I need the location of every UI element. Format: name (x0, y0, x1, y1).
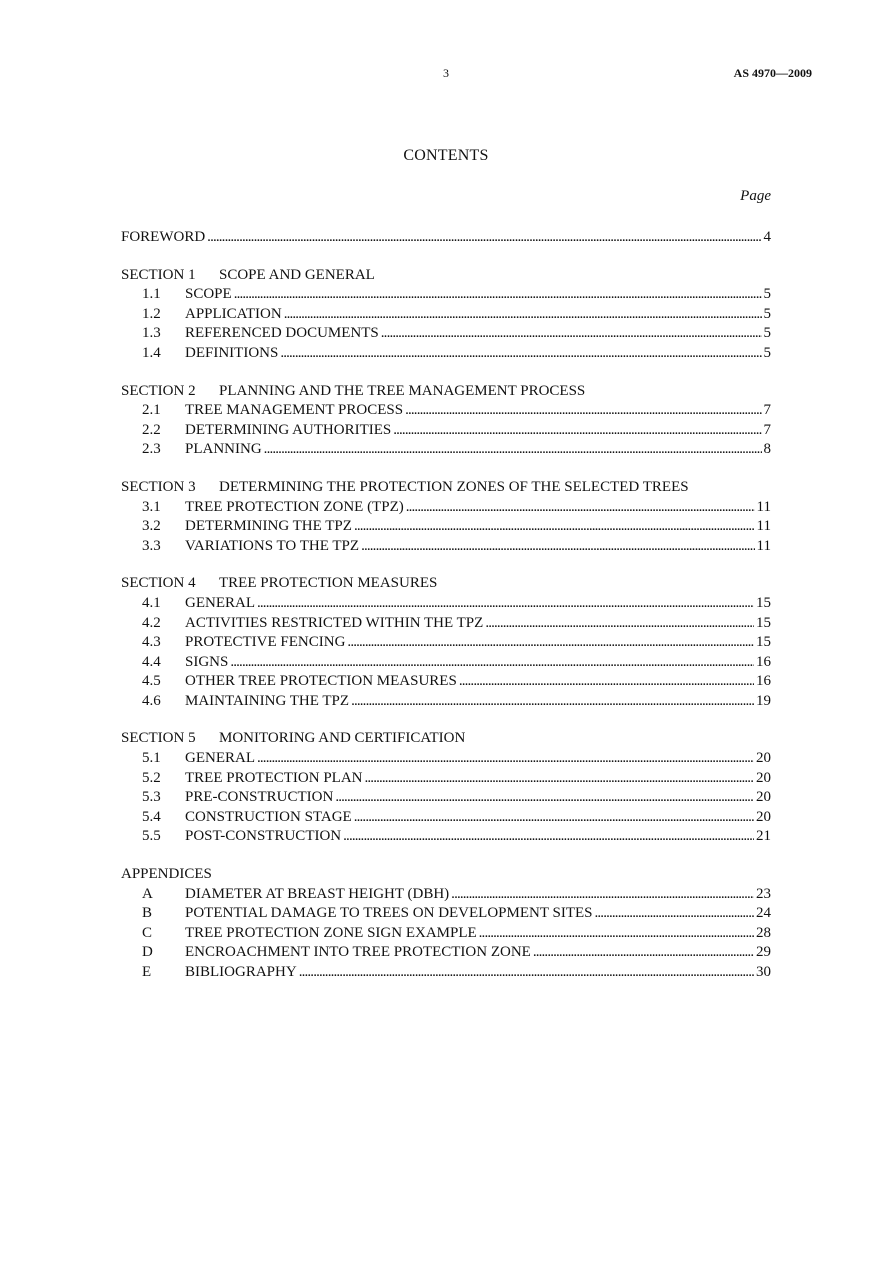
toc-entry-title: CONSTRUCTION STAGE (185, 808, 352, 825)
toc-entry[interactable] (121, 440, 771, 460)
appendix-letter: D (142, 944, 153, 961)
toc-entry[interactable] (121, 305, 771, 325)
toc-entry-title: GENERAL (185, 594, 255, 611)
toc-entry[interactable] (121, 594, 771, 614)
dot-leader (343, 827, 754, 847)
dot-leader (284, 305, 762, 325)
table-of-contents (121, 228, 771, 1001)
section-1-group (121, 266, 771, 364)
clause-number: 3.3 (142, 537, 161, 554)
clause-number: 5.1 (142, 750, 161, 767)
clause-number: 2.1 (142, 402, 161, 419)
clause-number: 5.4 (142, 808, 161, 825)
clause-number: 3.2 (142, 518, 161, 535)
section-heading[interactable] (121, 478, 771, 498)
section-2-group (121, 382, 771, 460)
clause-number: 5.3 (142, 789, 161, 806)
toc-entry-page: 5 (763, 344, 771, 361)
section-title: MONITORING AND CERTIFICATION (219, 730, 466, 747)
dot-leader (207, 228, 761, 248)
toc-entry[interactable] (121, 498, 771, 518)
toc-entry[interactable] (121, 963, 771, 983)
toc-entry-page: 5 (763, 286, 771, 303)
section-3-group (121, 478, 771, 556)
section-number: SECTION 2 (121, 382, 196, 399)
toc-entry-title: PLANNING (185, 441, 262, 458)
toc-entry-title: ENCROACHMENT INTO TREE PROTECTION ZONE (185, 944, 531, 961)
clause-number: 5.2 (142, 769, 161, 786)
toc-entry-page: 24 (756, 905, 771, 922)
toc-entry-page: 30 (756, 964, 771, 980)
toc-entry-foreword[interactable] (121, 228, 771, 248)
toc-entry-title: SIGNS (185, 653, 229, 670)
clause-number: 1.4 (142, 344, 161, 361)
toc-entry-page: 15 (756, 634, 771, 651)
appendix-letter: B (142, 905, 153, 922)
toc-entry-page: 8 (763, 441, 771, 458)
dot-leader (257, 594, 754, 614)
toc-entry[interactable] (121, 924, 771, 944)
toc-entry-page: 7 (763, 402, 771, 419)
section-number: SECTION 4 (121, 575, 196, 592)
dot-leader (335, 788, 754, 808)
toc-entry-page: 21 (756, 828, 771, 845)
clause-number: 1.3 (142, 325, 161, 342)
toc-entry[interactable] (121, 827, 771, 847)
toc-entry-title: OTHER TREE PROTECTION MEASURES (185, 673, 457, 690)
toc-entry-page: 16 (756, 653, 771, 670)
toc-entry-title: POTENTIAL DAMAGE TO TREES ON DEVELOPMENT SITES (185, 905, 593, 922)
toc-entry-page: 15 (756, 614, 771, 631)
section-5-group (121, 729, 771, 847)
toc-entry-page: 16 (756, 673, 771, 690)
toc-entry-title: DEFINITIONS (185, 344, 279, 361)
toc-entry-page: 28 (756, 924, 771, 941)
foreword-group (121, 228, 771, 248)
toc-entry[interactable] (121, 324, 771, 344)
toc-entry[interactable] (121, 653, 771, 673)
appendices-group (121, 865, 771, 983)
toc-entry-page: 29 (756, 944, 771, 961)
toc-entry[interactable] (121, 904, 771, 924)
section-heading[interactable] (121, 382, 771, 402)
clause-number: 4.3 (142, 634, 161, 651)
appendix-letter: C (142, 924, 153, 941)
toc-entry-page: 20 (756, 789, 771, 806)
clause-number: 3.1 (142, 498, 161, 515)
toc-entry-page: 4 (763, 229, 771, 245)
toc-entry-title: POST-CONSTRUCTION (185, 828, 342, 845)
toc-entry[interactable] (121, 614, 771, 634)
toc-entry[interactable] (121, 344, 771, 364)
toc-entry[interactable] (121, 421, 771, 441)
toc-entry-title: REFERENCED DOCUMENTS (185, 325, 379, 342)
toc-entry-title: APPLICATION (185, 305, 282, 322)
appendix-letter: A (142, 885, 153, 902)
dot-leader (351, 692, 754, 712)
section-4-group (121, 574, 771, 711)
section-title: PLANNING AND THE TREE MANAGEMENT PROCESS (219, 382, 586, 399)
toc-entry[interactable] (121, 808, 771, 828)
toc-entry-page: 20 (756, 808, 771, 825)
toc-entry[interactable] (121, 749, 771, 769)
toc-entry-title: MAINTAINING THE TPZ (185, 692, 350, 709)
dot-leader (361, 537, 754, 557)
clause-number: 1.2 (142, 305, 161, 322)
clause-number: 2.3 (142, 441, 161, 458)
toc-entry[interactable] (121, 692, 771, 712)
standard-code: AS 4970—2009 (733, 66, 812, 80)
dot-leader (354, 517, 755, 537)
section-heading[interactable] (121, 266, 771, 286)
toc-entry-title: TREE PROTECTION ZONE (TPZ) (185, 498, 404, 515)
clause-number: 4.2 (142, 614, 161, 631)
toc-entry-page: 11 (756, 498, 771, 515)
dot-leader (230, 653, 754, 673)
contents-title: CONTENTS (403, 147, 489, 164)
dot-leader (485, 614, 754, 634)
toc-entry-page: 19 (756, 692, 771, 709)
page-column-label: Page (740, 188, 771, 204)
toc-entry-title: SCOPE (185, 286, 232, 303)
section-title: TREE PROTECTION MEASURES (219, 575, 438, 592)
toc-entry-page: 20 (756, 750, 771, 767)
clause-number: 4.5 (142, 673, 161, 690)
toc-entry-page: 15 (756, 594, 771, 611)
section-number: SECTION 1 (121, 266, 196, 283)
toc-entry-page: 11 (756, 537, 771, 554)
toc-entry[interactable] (121, 885, 771, 905)
page-number: 3 (443, 66, 449, 80)
dot-leader (280, 344, 761, 364)
toc-entry[interactable] (121, 537, 771, 557)
clause-number: 2.2 (142, 421, 161, 438)
clause-number: 5.5 (142, 828, 161, 845)
appendix-letter: E (142, 964, 152, 980)
dot-leader (354, 808, 754, 828)
appendices-heading[interactable]: APPENDICES (121, 866, 212, 883)
toc-entry-page: 5 (763, 305, 771, 322)
section-heading[interactable] (121, 574, 771, 594)
dot-leader (533, 943, 754, 963)
dot-leader (347, 633, 754, 653)
dot-leader (365, 769, 755, 789)
toc-entry-title: GENERAL (185, 750, 255, 767)
dot-leader (406, 498, 755, 518)
dot-leader (595, 904, 755, 924)
toc-entry-title: PROTECTIVE FENCING (185, 634, 346, 651)
toc-entry[interactable] (121, 517, 771, 537)
clause-number: 1.1 (142, 286, 161, 303)
toc-entry-title: TREE MANAGEMENT PROCESS (185, 402, 404, 419)
toc-entry-title: TREE PROTECTION PLAN (185, 769, 363, 786)
toc-entry-title: DETERMINING THE TPZ (185, 518, 352, 535)
toc-entry[interactable] (121, 633, 771, 653)
toc-entry-page: 5 (763, 325, 771, 342)
dot-leader (459, 672, 754, 692)
dot-leader (257, 749, 754, 769)
section-number: SECTION 5 (121, 730, 196, 747)
dot-leader (405, 401, 761, 421)
toc-entry-title: VARIATIONS TO THE TPZ (185, 537, 360, 554)
toc-entry-page: 11 (756, 518, 771, 535)
toc-entry-title: DIAMETER AT BREAST HEIGHT (DBH) (185, 885, 450, 902)
clause-number: 4.6 (142, 692, 161, 709)
toc-entry[interactable] (121, 769, 771, 789)
toc-entry[interactable] (121, 943, 771, 963)
section-number: SECTION 3 (121, 478, 196, 495)
toc-entry-title: PRE-CONSTRUCTION (185, 789, 334, 806)
dot-leader (381, 324, 762, 344)
toc-entry-title: FOREWORD (121, 229, 206, 245)
dot-leader (234, 285, 762, 305)
toc-entry[interactable] (121, 401, 771, 421)
toc-entry-title: TREE PROTECTION ZONE SIGN EXAMPLE (185, 924, 477, 941)
toc-entry-page: 20 (756, 769, 771, 786)
toc-entry-page: 7 (763, 421, 771, 438)
toc-entry-title: ACTIVITIES RESTRICTED WITHIN THE TPZ (185, 614, 484, 631)
section-heading[interactable] (121, 729, 771, 749)
dot-leader (479, 924, 754, 944)
clause-number: 4.1 (142, 594, 161, 611)
toc-entry-title: DETERMINING AUTHORITIES (185, 421, 392, 438)
dot-leader (264, 440, 762, 460)
toc-entry[interactable] (121, 788, 771, 808)
dot-leader (451, 885, 754, 905)
dot-leader (299, 963, 754, 983)
toc-entry-title: BIBLIOGRAPHY (185, 964, 297, 980)
toc-entry[interactable] (121, 285, 771, 305)
section-title: SCOPE AND GENERAL (219, 266, 375, 283)
dot-leader (393, 421, 761, 441)
toc-entry[interactable] (121, 672, 771, 692)
toc-entry-page: 23 (756, 885, 771, 902)
section-title: DETERMINING THE PROTECTION ZONES OF THE SELECTED TREES (219, 478, 689, 495)
clause-number: 4.4 (142, 653, 161, 670)
